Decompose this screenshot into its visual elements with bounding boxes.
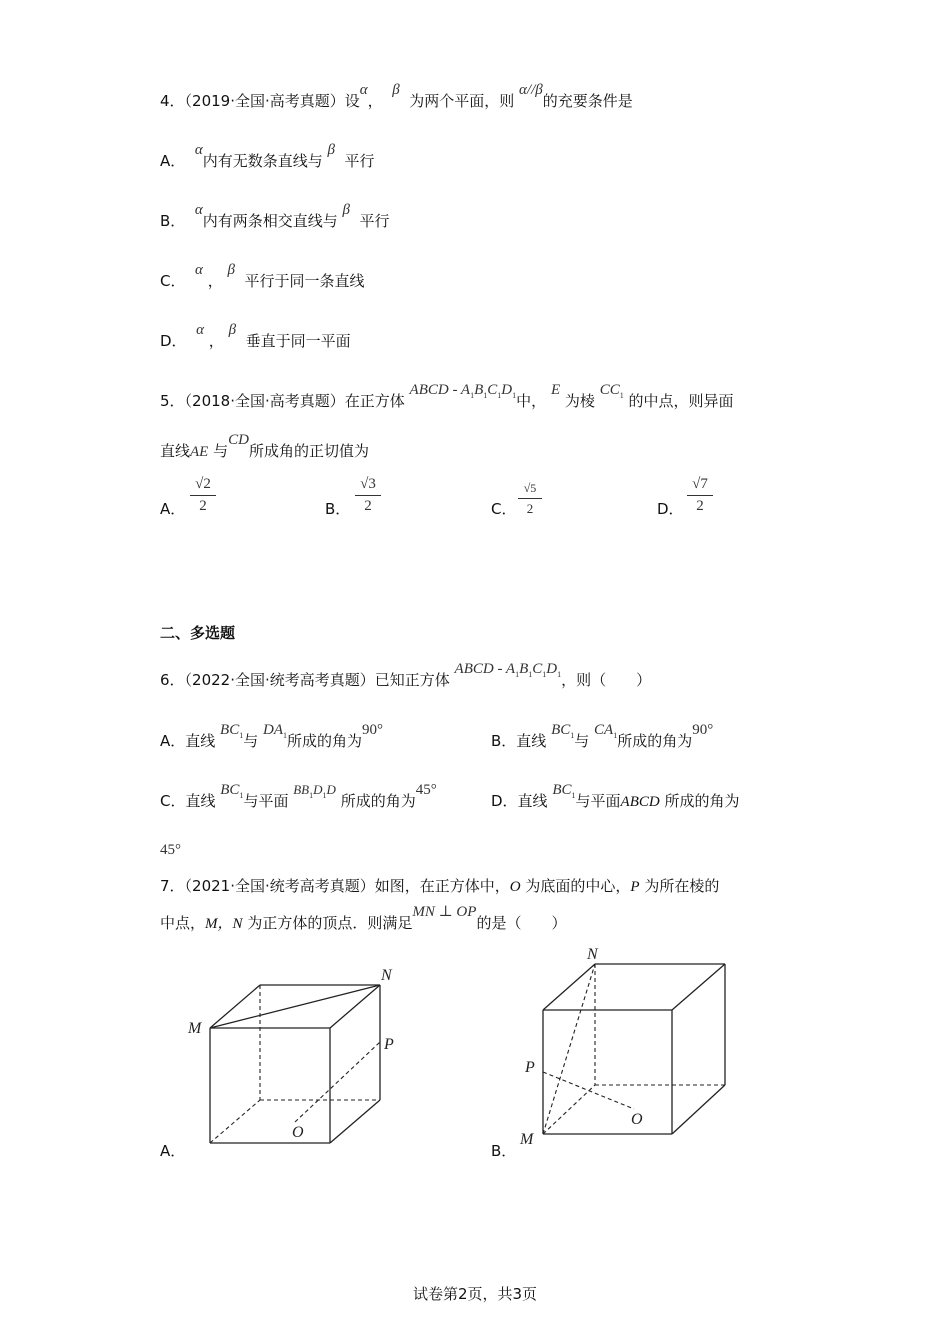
q6-option-d-continued: 45° <box>160 842 181 858</box>
q7-stem-line1: 7．（2021·全国·统考高考真题）如图，在正方体中，O 为底面的中心，P 为所在棱的 <box>160 877 720 895</box>
q4-stem: 4．（2019·全国·高考真题）设α， β 为两个平面，则 α//β的充要条件是 <box>160 82 633 110</box>
q4-option-b: B． α内有两条相交直线与 β 平行 <box>160 202 390 230</box>
q5-option-a-label: A． <box>160 500 186 518</box>
alpha-parallel-beta: α//β <box>519 82 543 98</box>
q5-stem-line1: 5．（2018·全国·高考真题）在正方体 ABCD - $A_1B_1C_1D_1$中， E 为棱 $CC_1$ 的中点，则异面 <box>160 382 734 410</box>
fig-b-label-o: O <box>631 1111 643 1128</box>
fig-b-hidden-edge <box>543 1085 595 1134</box>
q4-option-d: D． α ， β 垂直于同一平面 <box>160 322 351 350</box>
fig-b-label-p: P <box>525 1059 535 1076</box>
fig-b-segment-mn <box>543 964 595 1134</box>
fig-b-label-n: N <box>587 946 598 963</box>
q4-option-c: C． α ， β 平行于同一条直线 <box>160 262 365 290</box>
alpha-symbol: α <box>359 82 368 98</box>
q7-figure-b <box>510 940 750 1150</box>
beta-symbol: β <box>392 82 400 98</box>
fig-b-edge <box>672 964 725 1010</box>
q7-figure-a-label: A． <box>160 1142 186 1160</box>
page-footer: 试卷第2页，共3页 <box>412 1285 538 1303</box>
q5-stem-line2: 直线AE 与CD所成角的正切值为 <box>160 432 369 460</box>
q5-option-c-label: C． <box>491 500 517 518</box>
q6-stem: 6．（2022·全国·统考高考真题）已知正方体 ABCD - $A_1B_1C_1D_1$，则（ ） <box>160 661 652 689</box>
fig-a-hidden-edge <box>210 1100 260 1143</box>
fig-a-edge <box>330 1100 380 1143</box>
fig-b-edge <box>672 1085 725 1134</box>
fig-a-label-m: M <box>188 1020 202 1037</box>
fig-b-edge <box>543 964 595 1010</box>
fig-a-label-p: P <box>384 1036 394 1053</box>
section-heading-multi-choice: 二、多选题 <box>160 624 236 642</box>
fig-a-label-o: O <box>292 1124 304 1141</box>
cube-name: ABCD - $A_1B_1C_1D_1$ <box>409 382 517 400</box>
q6-option-d: D．直线 $BC_1$与平面ABCD 所成的角为 <box>491 782 740 810</box>
q7-figure-b-label: B． <box>491 1142 517 1160</box>
q6-option-b: B．直线 $BC_1$与 $CA_1$所成的角为90° <box>491 722 714 750</box>
q5-option-c-fraction: $\frac{√5}{2}$ <box>518 481 542 517</box>
fig-a-segment-op <box>295 1042 380 1122</box>
q5-option-a-fraction: $\frac{√2}{2}$ <box>190 476 216 515</box>
q7-figure-a <box>180 960 420 1160</box>
q7-stem-line2: 中点，M，N 为正方体的顶点．则满足MN ⊥ OP的是（ ） <box>160 904 567 932</box>
fig-b-label-m: M <box>520 1131 534 1148</box>
q5-option-b-label: B． <box>325 500 351 518</box>
q4-option-a: A． α内有无数条直线与 β 平行 <box>160 142 375 170</box>
fig-a-label-n: N <box>381 967 392 984</box>
q5-option-d-label: D． <box>657 500 684 518</box>
q6-option-c: C．直线 $BC_1$与平面 $BB_1D_1D$ 所成的角为45° <box>160 782 437 810</box>
q5-option-d-fraction: $\frac{√7}{2}$ <box>687 476 713 515</box>
q5-option-b-fraction: $\frac{√3}{2}$ <box>355 476 381 515</box>
q6-option-a: A．直线 $BC_1$与 $DA_1$所成的角为90° <box>160 722 384 750</box>
